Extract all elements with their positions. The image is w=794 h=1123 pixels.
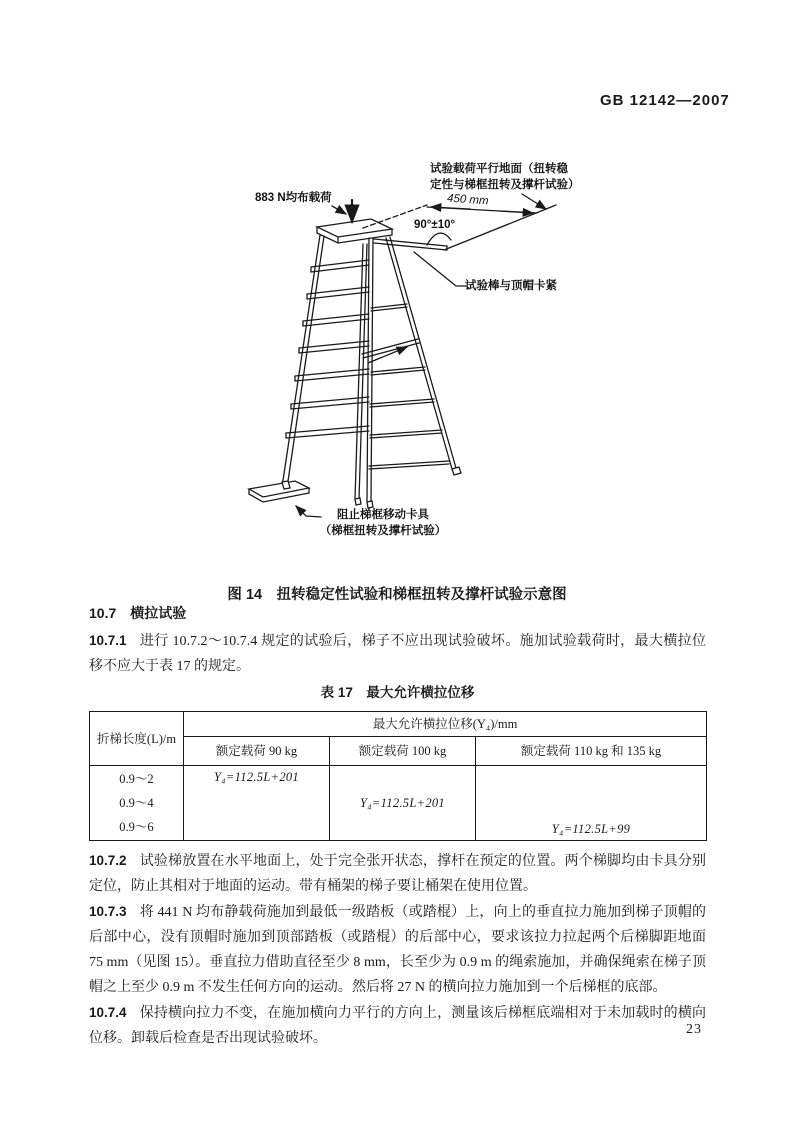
length-0-9-2: 0.9～2 — [119, 772, 154, 786]
table-body-row — [90, 766, 707, 841]
clause-10-7-3 — [89, 899, 706, 1000]
load-label: 883 N均布载荷 — [255, 192, 332, 204]
formula-100kg: Y₄=112.5L+201 — [360, 796, 445, 810]
length-0-9-6: 0.9～6 — [119, 820, 154, 834]
formula-110-135kg: Y₄=112.5L+99 — [551, 822, 631, 836]
clause-number: 10.7.2 — [89, 853, 127, 868]
table-header-row-1 — [90, 712, 707, 737]
table-17-title: 表 17 最大允许横拉位移 — [320, 685, 475, 700]
dimension-label: 450 mm — [446, 192, 489, 208]
clause-10-7-2 — [89, 848, 706, 899]
angle-label: 90°±10° — [414, 219, 456, 231]
parallel-load-annotation-line1: 试验载荷平行地面（扭转稳 — [430, 163, 568, 175]
side-braces — [369, 304, 449, 469]
col-header-100kg: 额定载荷 100 kg — [330, 737, 476, 766]
section-10-7-heading — [89, 601, 706, 626]
clause-text: 保持横向拉力不变，在施加横向力平行的方向上，测量该后梯框底端相对于未加载时的横向位移。卸载后检查是否出现试验破坏。 — [89, 1006, 706, 1046]
body-text-column — [89, 601, 706, 1051]
clamp-label-line2: （梯框扭转及撑杆试验） — [319, 525, 447, 537]
formula-100kg-cell — [330, 766, 476, 841]
length-cell — [90, 766, 184, 841]
figure-14-caption: 图 14 扭转稳定性试验和梯框扭转及撑杆试验示意图 — [227, 587, 567, 603]
clause-number: 10.7.4 — [89, 1005, 127, 1020]
clamp-label — [293, 507, 473, 539]
clause-text: 进行 10.7.2～10.7.4 规定的试验后，梯子不应出现试验破坏。施加试验载荷时，最大横拉位移不应大于表 17 的规定。 — [89, 634, 706, 674]
col-header-length: 折梯长度(L)/m — [90, 712, 184, 766]
clause-10-7-4 — [89, 1000, 706, 1051]
col-header-90kg: 额定载荷 90 kg — [184, 737, 330, 766]
load-arrow — [332, 200, 352, 222]
section-number: 10.7 — [89, 605, 117, 621]
section-title: 横拉试验 — [130, 605, 187, 621]
clause-number: 10.7.1 — [89, 633, 127, 648]
test-bar-label: 试验棒与顶帽卡紧 — [465, 280, 557, 292]
parallel-load-annotation-line2: 定性与梯框扭转及撑杆试验） — [430, 179, 580, 191]
figure-14 — [150, 150, 650, 570]
spreader-strut — [362, 339, 419, 363]
formula-90kg: Y₄=112.5L+201 — [214, 770, 299, 784]
standard-code-header: GB 12142—2007 — [600, 92, 730, 109]
clause-text: 试验梯放置在水平地面上，处于完全张开状态，撑杆在预定的位置。两个梯脚均由卡具分别定位，防止其相对于地面的运动。带有桶架的梯子要让桶架在使用位置。 — [89, 854, 706, 894]
col-header-span: 最大允许横拉位移(Y₄)/mm — [184, 712, 707, 737]
angle-arc — [427, 233, 451, 245]
page-number: 23 — [686, 1022, 702, 1037]
length-0-9-4: 0.9～4 — [119, 796, 154, 810]
formula-110-135kg-cell — [476, 766, 707, 841]
clamp-label-line1: 阻止梯框移动卡具 — [337, 509, 429, 521]
clause-10-7-1 — [89, 628, 706, 679]
col-header-110-135kg: 额定载荷 110 kg 和 135 kg — [476, 737, 707, 766]
clause-number: 10.7.3 — [89, 904, 127, 919]
clause-text: 将 441 N 均布静载荷施加到最低一级踏板（或踏棍）上，向上的垂直拉力施加到梯子顶帽的后部中心，没有顶帽时施加到顶部踏板（或踏棍）的后部中心，要求该拉力拉起两个后梯脚距地面 75 mm（见图 15）。垂直拉力借助直径至少 8 mm，长至少为 0.9 m 的绳索施加，并确保绳索在梯子顶帽之上至少 0.9 m 不发生任何方向的运动。然后将 27 N 的横向拉力施加到一个后梯框的底部。 — [89, 905, 706, 995]
table-17 — [89, 711, 707, 841]
formula-90kg-cell — [184, 766, 330, 841]
parallel-load-annotation — [430, 161, 580, 193]
